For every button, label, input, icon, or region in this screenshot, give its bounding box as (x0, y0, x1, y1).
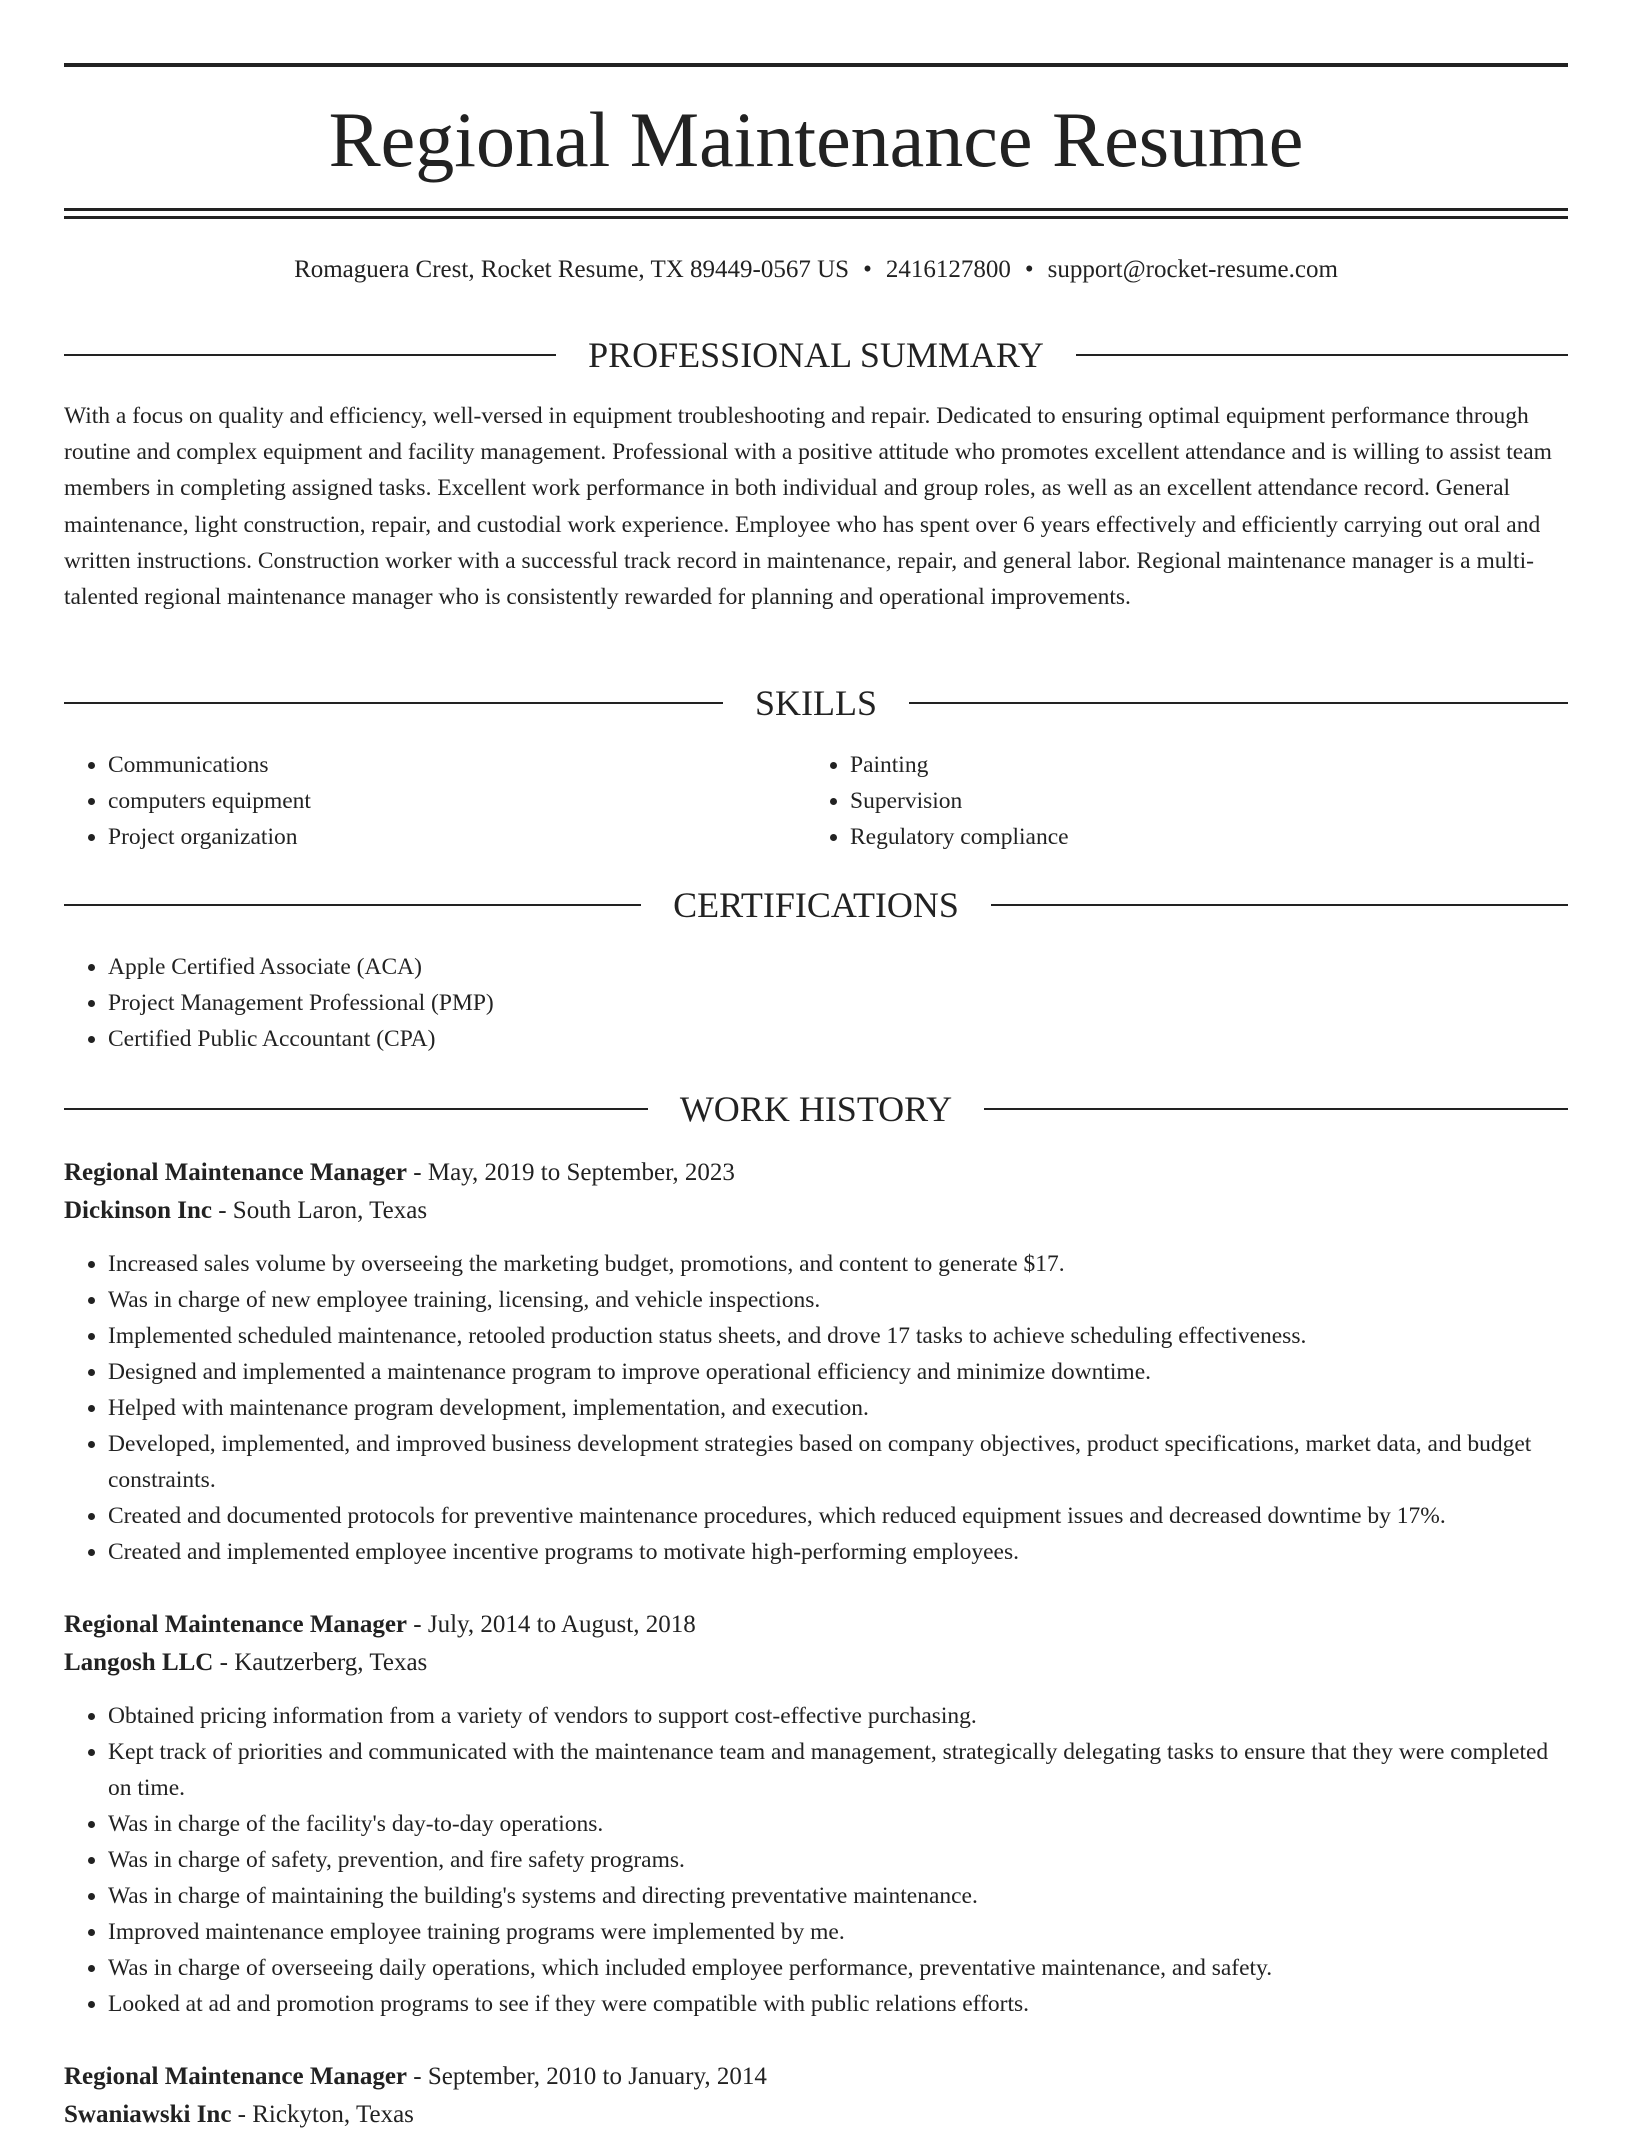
job-entry (64, 2058, 1568, 2134)
divider-line (909, 702, 1568, 704)
divider-line (64, 904, 641, 906)
job-bullet: • Looked at ad and promotion programs to see if they were compatible with public relations efforts. (108, 1986, 1568, 2022)
title-double-rule (64, 208, 1568, 219)
job-bullet: • Developed, implemented, and improved business development strategies based on company objectives, product specifications, market data, and budget constraints. (108, 1426, 1568, 1498)
job-location: - Rickyton, Texas (231, 2101, 414, 2128)
job-bullet: • Obtained pricing information from a variety of vendors to support cost-effective purchasing. (108, 1698, 1568, 1734)
job-bullet: • Was in charge of safety, prevention, and fire safety programs. (108, 1842, 1568, 1878)
skill-item: • Supervision (850, 783, 1548, 819)
job-bullet: • Was in charge of overseeing daily operations, which included employee performance, preventative maintenance, and safety. (108, 1950, 1568, 1986)
job-company-line (64, 1644, 1568, 1682)
job-location: - South Laron, Texas (211, 1197, 428, 1224)
contact-separator: • (1024, 256, 1034, 283)
divider-line (64, 354, 556, 356)
job-bullet: • Increased sales volume by overseeing the marketing budget, promotions, and content to generate $17. (108, 1246, 1568, 1282)
contact-line (64, 252, 1568, 288)
job-title-line (64, 1154, 1568, 1192)
job-company: Swaniawski Inc (64, 2101, 232, 2128)
certifications-heading-row (64, 883, 1568, 927)
skills-list (64, 747, 1568, 855)
skill-item: • Regulatory compliance (850, 819, 1548, 855)
job-bullet: • Helped with maintenance program development, implementation, and execution. (108, 1390, 1568, 1426)
certification-item: • Certified Public Accountant (CPA) (108, 1021, 1568, 1057)
job-bullet: • Was in charge of the facility's day-to-day operations. (108, 1806, 1568, 1842)
skill-item: • Painting (850, 747, 1548, 783)
job-location: - Kautzerberg, Texas (213, 1649, 428, 1676)
job-dates: - May, 2019 to September, 2023 (407, 1159, 735, 1186)
job-dates: - September, 2010 to January, 2014 (407, 2063, 767, 2090)
job-bullet: • Was in charge of new employee training, licensing, and vehicle inspections. (108, 1282, 1568, 1318)
contact-separator: • (863, 256, 872, 283)
divider-line (984, 1108, 1568, 1110)
divider-line (64, 1108, 648, 1110)
contact-email[interactable]: support@rocket-resume.com (1047, 256, 1338, 283)
job-bullet: • Kept track of priorities and communicated with the maintenance team and management, strategically delegating tasks to ensure that they were completed on time. (108, 1734, 1568, 1806)
divider-line (1076, 354, 1568, 356)
job-company-line (64, 2096, 1568, 2134)
skill-item: • computers equipment (108, 783, 806, 819)
summary-text: With a focus on quality and efficiency, well-versed in equipment troubleshooting and repair. Dedicated to ensuring optimal equipment performance through routine and complex equipment and facility management. Professional with a positive attitude who promotes excellent attendance and is willing to assist team members in completing assigned tasks. Excellent work performance in both individual and group roles, as well as an excellent attendance record. General maintenance, light construction, repair, and custodial work experience. Employee who has spent over 6 years effectively and efficiently carrying out oral and written instructions. Construction worker with a successful track record in maintenance, repair, and general labor. Regional maintenance manager is a multi-talented regional maintenance manager who is consistently rewarded for planning and operational improvements. (64, 403, 1552, 611)
job-dates: - July, 2014 to August, 2018 (407, 1611, 696, 1638)
certifications-heading: CERTIFICATIONS (673, 885, 959, 925)
certification-item: • Apple Certified Associate (ACA) (108, 949, 1568, 985)
job-bullet: • Was in charge of maintaining the building's systems and directing preventative maintenance. (108, 1878, 1568, 1914)
job-title-line (64, 1606, 1568, 1644)
page-title: Regional Maintenance Resume (328, 96, 1304, 183)
job-company: Dickinson Inc (64, 1197, 212, 1224)
work-history-heading: WORK HISTORY (679, 1089, 953, 1129)
skills-heading-row (64, 681, 1568, 725)
job-bullet: • Improved maintenance employee training programs were implemented by me. (108, 1914, 1568, 1950)
skills-heading: SKILLS (755, 683, 878, 723)
certification-item: • Project Management Professional (PMP) (108, 985, 1568, 1021)
job-title: Regional Maintenance Manager (64, 1611, 408, 1638)
contact-phone: 2416127800 (885, 256, 1011, 283)
job-title: Regional Maintenance Manager (64, 2063, 408, 2090)
contact-address: Romaguera Crest, Rocket Resume, TX 89449-0567 US (294, 256, 850, 283)
job-company-line (64, 1192, 1568, 1230)
skills-column-left (64, 747, 806, 855)
skill-item: • Project organization (108, 819, 806, 855)
job-entry (64, 1606, 1568, 2022)
certifications-list (64, 949, 1568, 1057)
job-bullets (64, 1698, 1568, 2022)
job-entry (64, 1154, 1568, 1570)
job-company: Langosh LLC (64, 1649, 214, 1676)
job-bullet: • Created and implemented employee incentive programs to motivate high-performing employees. (108, 1534, 1568, 1570)
summary-heading-row (64, 333, 1568, 377)
job-bullets (64, 1246, 1568, 1570)
top-rule (64, 63, 1568, 67)
work-history-heading-row (64, 1087, 1568, 1131)
job-bullet: • Created and documented protocols for preventive maintenance procedures, which reduced equipment issues and decreased downtime by 17%. (108, 1498, 1568, 1534)
divider-line (991, 904, 1568, 906)
job-title: Regional Maintenance Manager (64, 1159, 408, 1186)
divider-line (64, 702, 723, 704)
job-title-line (64, 2058, 1568, 2096)
job-bullet: • Designed and implemented a maintenance program to improve operational efficiency and minimize downtime. (108, 1354, 1568, 1390)
job-bullet: • Implemented scheduled maintenance, retooled production status sheets, and drove 17 tasks to achieve scheduling effectiveness. (108, 1318, 1568, 1354)
skills-column-right (806, 747, 1548, 855)
summary-heading: PROFESSIONAL SUMMARY (588, 335, 1044, 375)
skill-item: • Communications (108, 747, 806, 783)
